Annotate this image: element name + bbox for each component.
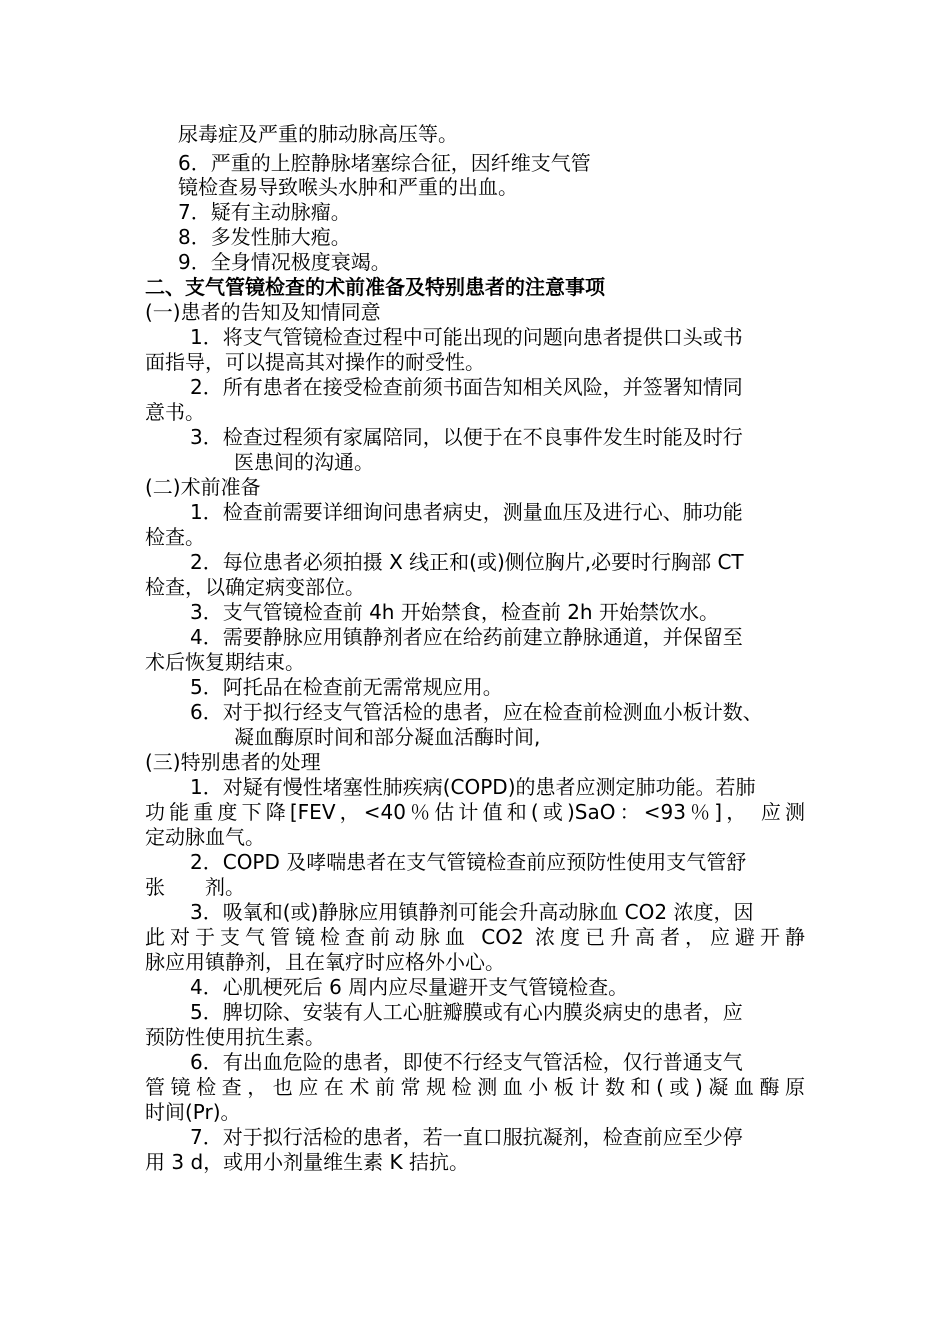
list-item: 4．心肌梗死后 6 周内应尽量避开支气管镜检查。 bbox=[190, 975, 629, 999]
subsection-heading: (一)患者的告知及知情同意 bbox=[145, 300, 381, 324]
list-item: 5．阿托品在检查前无需常规应用。 bbox=[190, 675, 503, 699]
text-line: 时间(Pr)。 bbox=[145, 1100, 241, 1124]
list-item: 6．对于拟行经支气管活检的患者，应在检查前检测血小板计数、 bbox=[190, 700, 763, 724]
text-line: 术后恢复期结束。 bbox=[145, 650, 305, 674]
list-item: 3．检查过程须有家属陪同，以便于在不良事件发生时能及时行 bbox=[190, 425, 743, 449]
subsection-heading: (二)术前准备 bbox=[145, 475, 261, 499]
text-line: 面指导，可以提高其对操作的耐受性。 bbox=[145, 350, 485, 374]
subsection-heading: (三)特别患者的处理 bbox=[145, 750, 321, 774]
list-item: 8．多发性肺大疱。 bbox=[178, 225, 351, 249]
list-item: 6．有出血危险的患者，即使不行经支气管活检，仅行普通支气 bbox=[190, 1050, 743, 1074]
list-item: 4．需要静脉应用镇静剂者应在给药前建立静脉通道，并保留至 bbox=[190, 625, 743, 649]
list-item: 9．全身情况极度衰竭。 bbox=[178, 250, 391, 274]
list-item: 7．对于拟行活检的患者，若一直口服抗凝剂，检查前应至少停 bbox=[190, 1125, 743, 1149]
text-line: 管镜检查，也应在术前常规检测血小板计数和(或)凝血酶原 bbox=[145, 1075, 805, 1099]
text-line: 尿毒症及严重的肺动脉高压等。 bbox=[178, 122, 458, 146]
text-line: 功能重度下降[FEV，<40％估计值和(或)SaO：<93％]， 应测 bbox=[145, 800, 805, 824]
text-line: 意书。 bbox=[145, 400, 205, 424]
text-line: 张 剂。 bbox=[145, 875, 245, 899]
text-line: 凝血酶原时间和部分凝血活酶时间, bbox=[234, 725, 541, 749]
list-item: 3．吸氧和(或)静脉应用镇静剂可能会升高动脉血 CO2 浓度，因 bbox=[190, 900, 754, 924]
text-line: 定动脉血气。 bbox=[145, 825, 265, 849]
text-line: 检查，以确定病变部位。 bbox=[145, 575, 365, 599]
text-line: 预防性使用抗生素。 bbox=[145, 1025, 325, 1049]
text-line: 用 3 d，或用小剂量维生素 K 拮抗。 bbox=[145, 1150, 469, 1174]
list-item: 2．所有患者在接受检查前须书面告知相关风险，并签署知情同 bbox=[190, 375, 743, 399]
list-item: 1．将支气管镜检查过程中可能出现的问题向患者提供口头或书 bbox=[190, 325, 743, 349]
text-line: 镜检查易导致喉头水肿和严重的出血。 bbox=[178, 175, 518, 199]
text-line: 检查。 bbox=[145, 525, 205, 549]
list-item: 2．COPD 及哮喘患者在支气管镜检查前应预防性使用支气管舒 bbox=[190, 850, 747, 874]
list-item: 5．脾切除、安装有人工心脏瓣膜或有心内膜炎病史的患者，应 bbox=[190, 1000, 743, 1024]
text-line: 此对于支气管镜检查前动脉血 CO2 浓度已升高者，应避开静 bbox=[145, 925, 805, 949]
text-line: 医患间的沟通。 bbox=[234, 450, 374, 474]
list-item: 1．检查前需要详细询问患者病史，测量血压及进行心、肺功能 bbox=[190, 500, 743, 524]
list-item: 7．疑有主动脉瘤。 bbox=[178, 200, 351, 224]
section-heading: 二、支气管镜检查的术前准备及特别患者的注意事项 bbox=[145, 275, 605, 299]
list-item: 6．严重的上腔静脉堵塞综合征，因纤维支气管 bbox=[178, 151, 591, 175]
list-item: 1．对疑有慢性堵塞性肺疾病(COPD)的患者应测定肺功能。若肺 bbox=[190, 775, 756, 799]
text-line: 脉应用镇静剂，且在氧疗时应格外小心。 bbox=[145, 950, 505, 974]
list-item: 2．每位患者必须拍摄 X 线正和(或)侧位胸片,必要时行胸部 CT bbox=[190, 550, 744, 574]
list-item: 3．支气管镜检查前 4h 开始禁食，检查前 2h 开始禁饮水。 bbox=[190, 600, 719, 624]
